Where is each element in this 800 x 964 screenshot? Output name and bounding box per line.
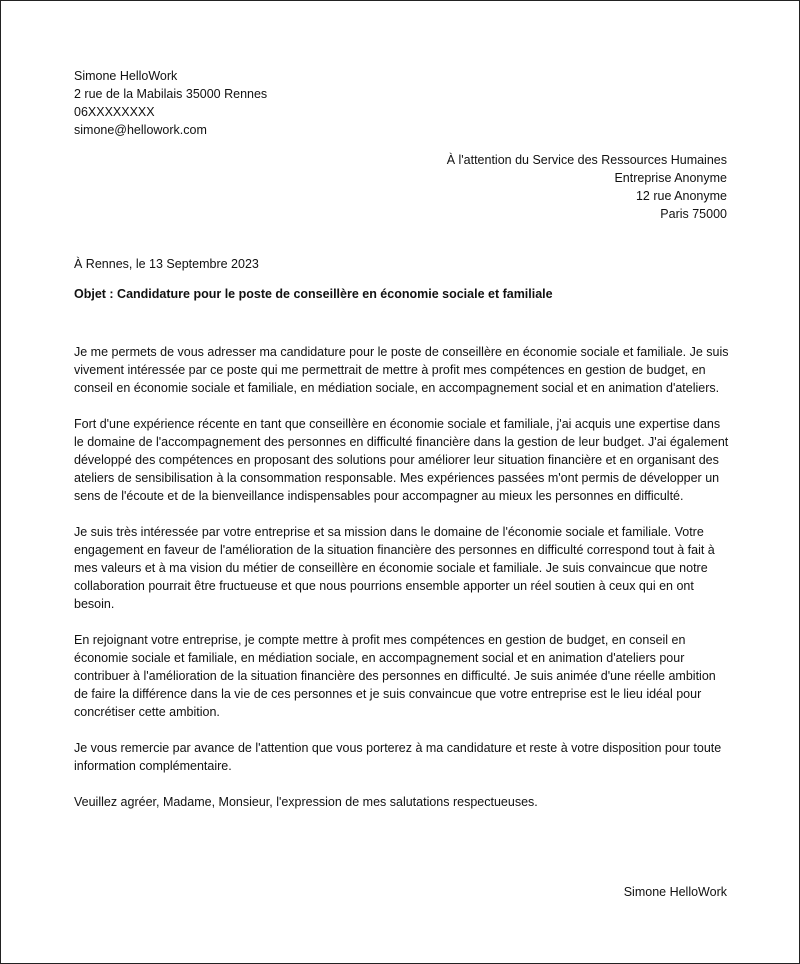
closing-formula: Veuillez agréer, Madame, Monsieur, l'expression de mes salutations respectueuses. xyxy=(74,795,538,809)
recipient-company: Entreprise Anonyme xyxy=(614,171,727,185)
body-paragraph: Je me permets de vous adresser ma candidature pour le poste de conseillère en économie sociale et familiale. Je suis vivement intéressée par ce poste qui me permettrait de mettre à profit mes compétences en gestion de budget, en conseil en économie sociale et familiale, en médiation sociale, en accompagnement social et en animation d'ateliers. xyxy=(74,345,729,395)
sender-name: Simone HelloWork xyxy=(74,69,178,83)
recipient-street: 12 rue Anonyme xyxy=(635,189,727,203)
body-paragraph: Je suis très intéressée par votre entreprise et sa mission dans le domaine de l'économie sociale et familiale. Votre engagement en faveur de l'amélioration de la situation financière des personnes en difficulté correspond tout à fait à mes valeurs et à ma vision du métier de conseillère en économie sociale et familiale. Je suis convaincue que notre collaboration pourrait être fructueuse et que nous pourrions ensemble apporter un réel soutien à ceux qui en ont besoin. xyxy=(74,525,715,611)
sender-email: simone@hellowork.com xyxy=(74,123,207,137)
sender-block xyxy=(74,67,267,139)
letter-date: À Rennes, le 13 Septembre 2023 xyxy=(74,257,259,271)
body-paragraph: Je vous remercie par avance de l'attention que vous porterez à ma candidature et reste à votre disposition pour toute information complémentaire. xyxy=(74,741,722,773)
letter-body xyxy=(74,343,730,829)
body-paragraph: Fort d'une expérience récente en tant que conseillère en économie sociale et familiale, j'ai acquis une expertise dans le domaine de l'accompagnement des personnes en difficulté financière dans la gestion de leur budget. J'ai également développé des compétences en proposant des solutions pour améliorer leur situation financière et en organisant des ateliers de sensibilisation à la consommation responsable. Mes expériences passées m'ont permis de développer un sens de l'écoute et de la bienveillance indispensables pour accompagner au mieux les personnes en difficulté. xyxy=(74,417,729,503)
signature: Simone HelloWork xyxy=(623,885,727,899)
body-paragraph: En rejoignant votre entreprise, je compte mettre à profit mes compétences en gestion de budget, en conseil en économie sociale et familiale, en médiation sociale, en accompagnement social et en animation d'ateliers pour contribuer à l'amélioration de la situation financière des personnes en difficulté. Je suis animée d'une réelle ambition de faire la différence dans la vie de ces personnes et je suis convaincue que votre entreprise est le lieu idéal pour concrétiser cette ambition. xyxy=(74,633,716,719)
recipient-attention: À l'attention du Service des Ressources Humaines xyxy=(446,153,727,167)
recipient-city: Paris 75000 xyxy=(660,207,727,221)
sender-address: 2 rue de la Mabilais 35000 Rennes xyxy=(74,87,268,101)
letter-subject: Objet : Candidature pour le poste de conseillère en économie sociale et familiale xyxy=(74,287,553,301)
sender-phone: 06XXXXXXXX xyxy=(74,105,155,119)
recipient-block xyxy=(447,151,727,223)
